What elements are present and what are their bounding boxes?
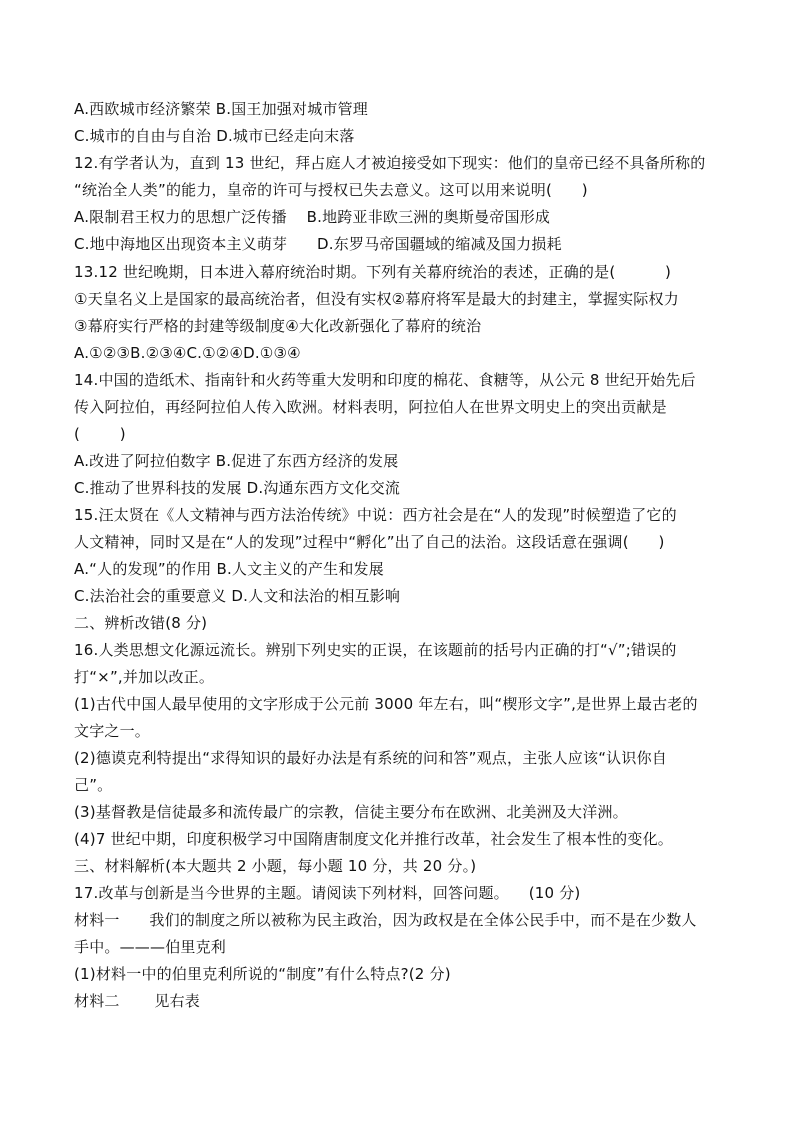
question-16-item-2-line-1: (2)德谟克利特提出“求得知识的最好办法是有系统的问和答”观点，主张人应该“认识你自 [74, 749, 667, 767]
question-14-line-2: 传入阿拉伯，再经阿拉伯人传入欧洲。材料表明，阿拉伯人在世界文明史上的突出贡献是 [74, 398, 667, 416]
option-line-15cd: C.法治社会的重要意义 D.人文和法治的相互影响 [74, 587, 401, 605]
question-16-item-4: (4)7 世纪中期，印度积极学习中国隋唐制度文化并推行改革，社会发生了根本性的变化。 [74, 830, 673, 848]
material-2-line: 材料二 见右表 [74, 992, 200, 1010]
question-14-line-3: ( ) [74, 425, 126, 443]
option-line-13: A.①②③B.②③④C.①②④D.①③④ [74, 344, 301, 362]
material-1-line-1: 材料一 我们的制度之所以被称为民主政治，因为政权是在全体公民手中，而不是在少数人 [74, 911, 697, 929]
question-12-line-1: 12.有学者认为，直到 13 世纪，拜占庭人才被迫接受如下现实：他们的皇帝已经不具备所称的 [74, 154, 706, 172]
option-line-15ab: A.“人的发现”的作用 B.人文主义的产生和发展 [74, 560, 384, 578]
question-16-item-3: (3)基督教是信徒最多和流传最广的宗教，信徒主要分布在欧洲、北美洲及大洋洲。 [74, 803, 628, 821]
question-13-line-3: ③幕府实行严格的封建等级制度④大化改新强化了幕府的统治 [74, 317, 482, 335]
option-line-12cd: C.地中海地区出现资本主义萌芽 D.东罗马帝国疆域的缩减及国力损耗 [74, 235, 562, 253]
section-2-heading: 二、辨析改错(8 分) [74, 614, 208, 632]
question-13-line-2: ①天皇名义上是国家的最高统治者，但没有实权②幕府将军是最大的封建主，掌握实际权力 [74, 290, 679, 308]
question-16-item-1-line-1: (1)古代中国人最早使用的文字形成于公元前 3000 年左右，叫“楔形文字”,是世界上最古老的 [74, 695, 698, 713]
question-14-line-1: 14.中国的造纸术、指南针和火药等重大发明和印度的棉花、食糖等，从公元 8 世纪开始先后 [74, 371, 696, 389]
question-17-intro: 17.改革与创新是当今世界的主题。请阅读下列材料，回答问题。 (10 分) [74, 884, 581, 902]
question-16-item-2-line-2: 己”。 [74, 776, 113, 794]
question-17-sub-1: (1)材料一中的伯里克利所说的“制度”有什么特点?(2 分) [74, 965, 451, 983]
question-15-line-1: 15.汪太贤在《人文精神与西方法治传统》中说：西方社会是在“人的发现”时候塑造了它的 [74, 506, 677, 524]
question-16-line-1: 16.人类思想文化源远流长。辨别下列史实的正误，在该题前的括号内正确的打“√”;错误的 [74, 641, 677, 659]
question-12-line-2: “统治全人类”的能力，皇帝的许可与授权已失去意义。这可以用来说明( ) [74, 181, 588, 199]
question-16-line-2: 打“×”,并加以改正。 [74, 668, 215, 686]
section-3-heading: 三、材料解析(本大题共 2 小题，每小题 10 分，共 20 分。) [74, 857, 477, 875]
question-16-item-1-line-2: 文字之一。 [74, 722, 151, 740]
option-line-11cd: C.城市的自由与自治 D.城市已经走向末落 [74, 127, 355, 145]
option-line-14cd: C.推动了世界科技的发展 D.沟通东西方文化交流 [74, 479, 401, 497]
material-1-line-2: 手中。———伯里克利 [74, 938, 227, 956]
option-line-11ab: A.西欧城市经济繁荣 B.国王加强对城市管理 [74, 100, 368, 118]
option-line-12ab: A.限制君王权力的思想广泛传播 B.地跨亚非欧三洲的奥斯曼帝国形成 [74, 208, 551, 226]
question-13-line-1: 13.12 世纪晚期，日本进入幕府统治时期。下列有关幕府统治的表述，正确的是( ) [74, 263, 672, 281]
question-15-line-2: 人文精神，同时又是在“人的发现”过程中“孵化”出了自己的法治。这段话意在强调( ) [74, 533, 665, 551]
option-line-14ab: A.改进了阿拉伯数字 B.促进了东西方经济的发展 [74, 452, 399, 470]
